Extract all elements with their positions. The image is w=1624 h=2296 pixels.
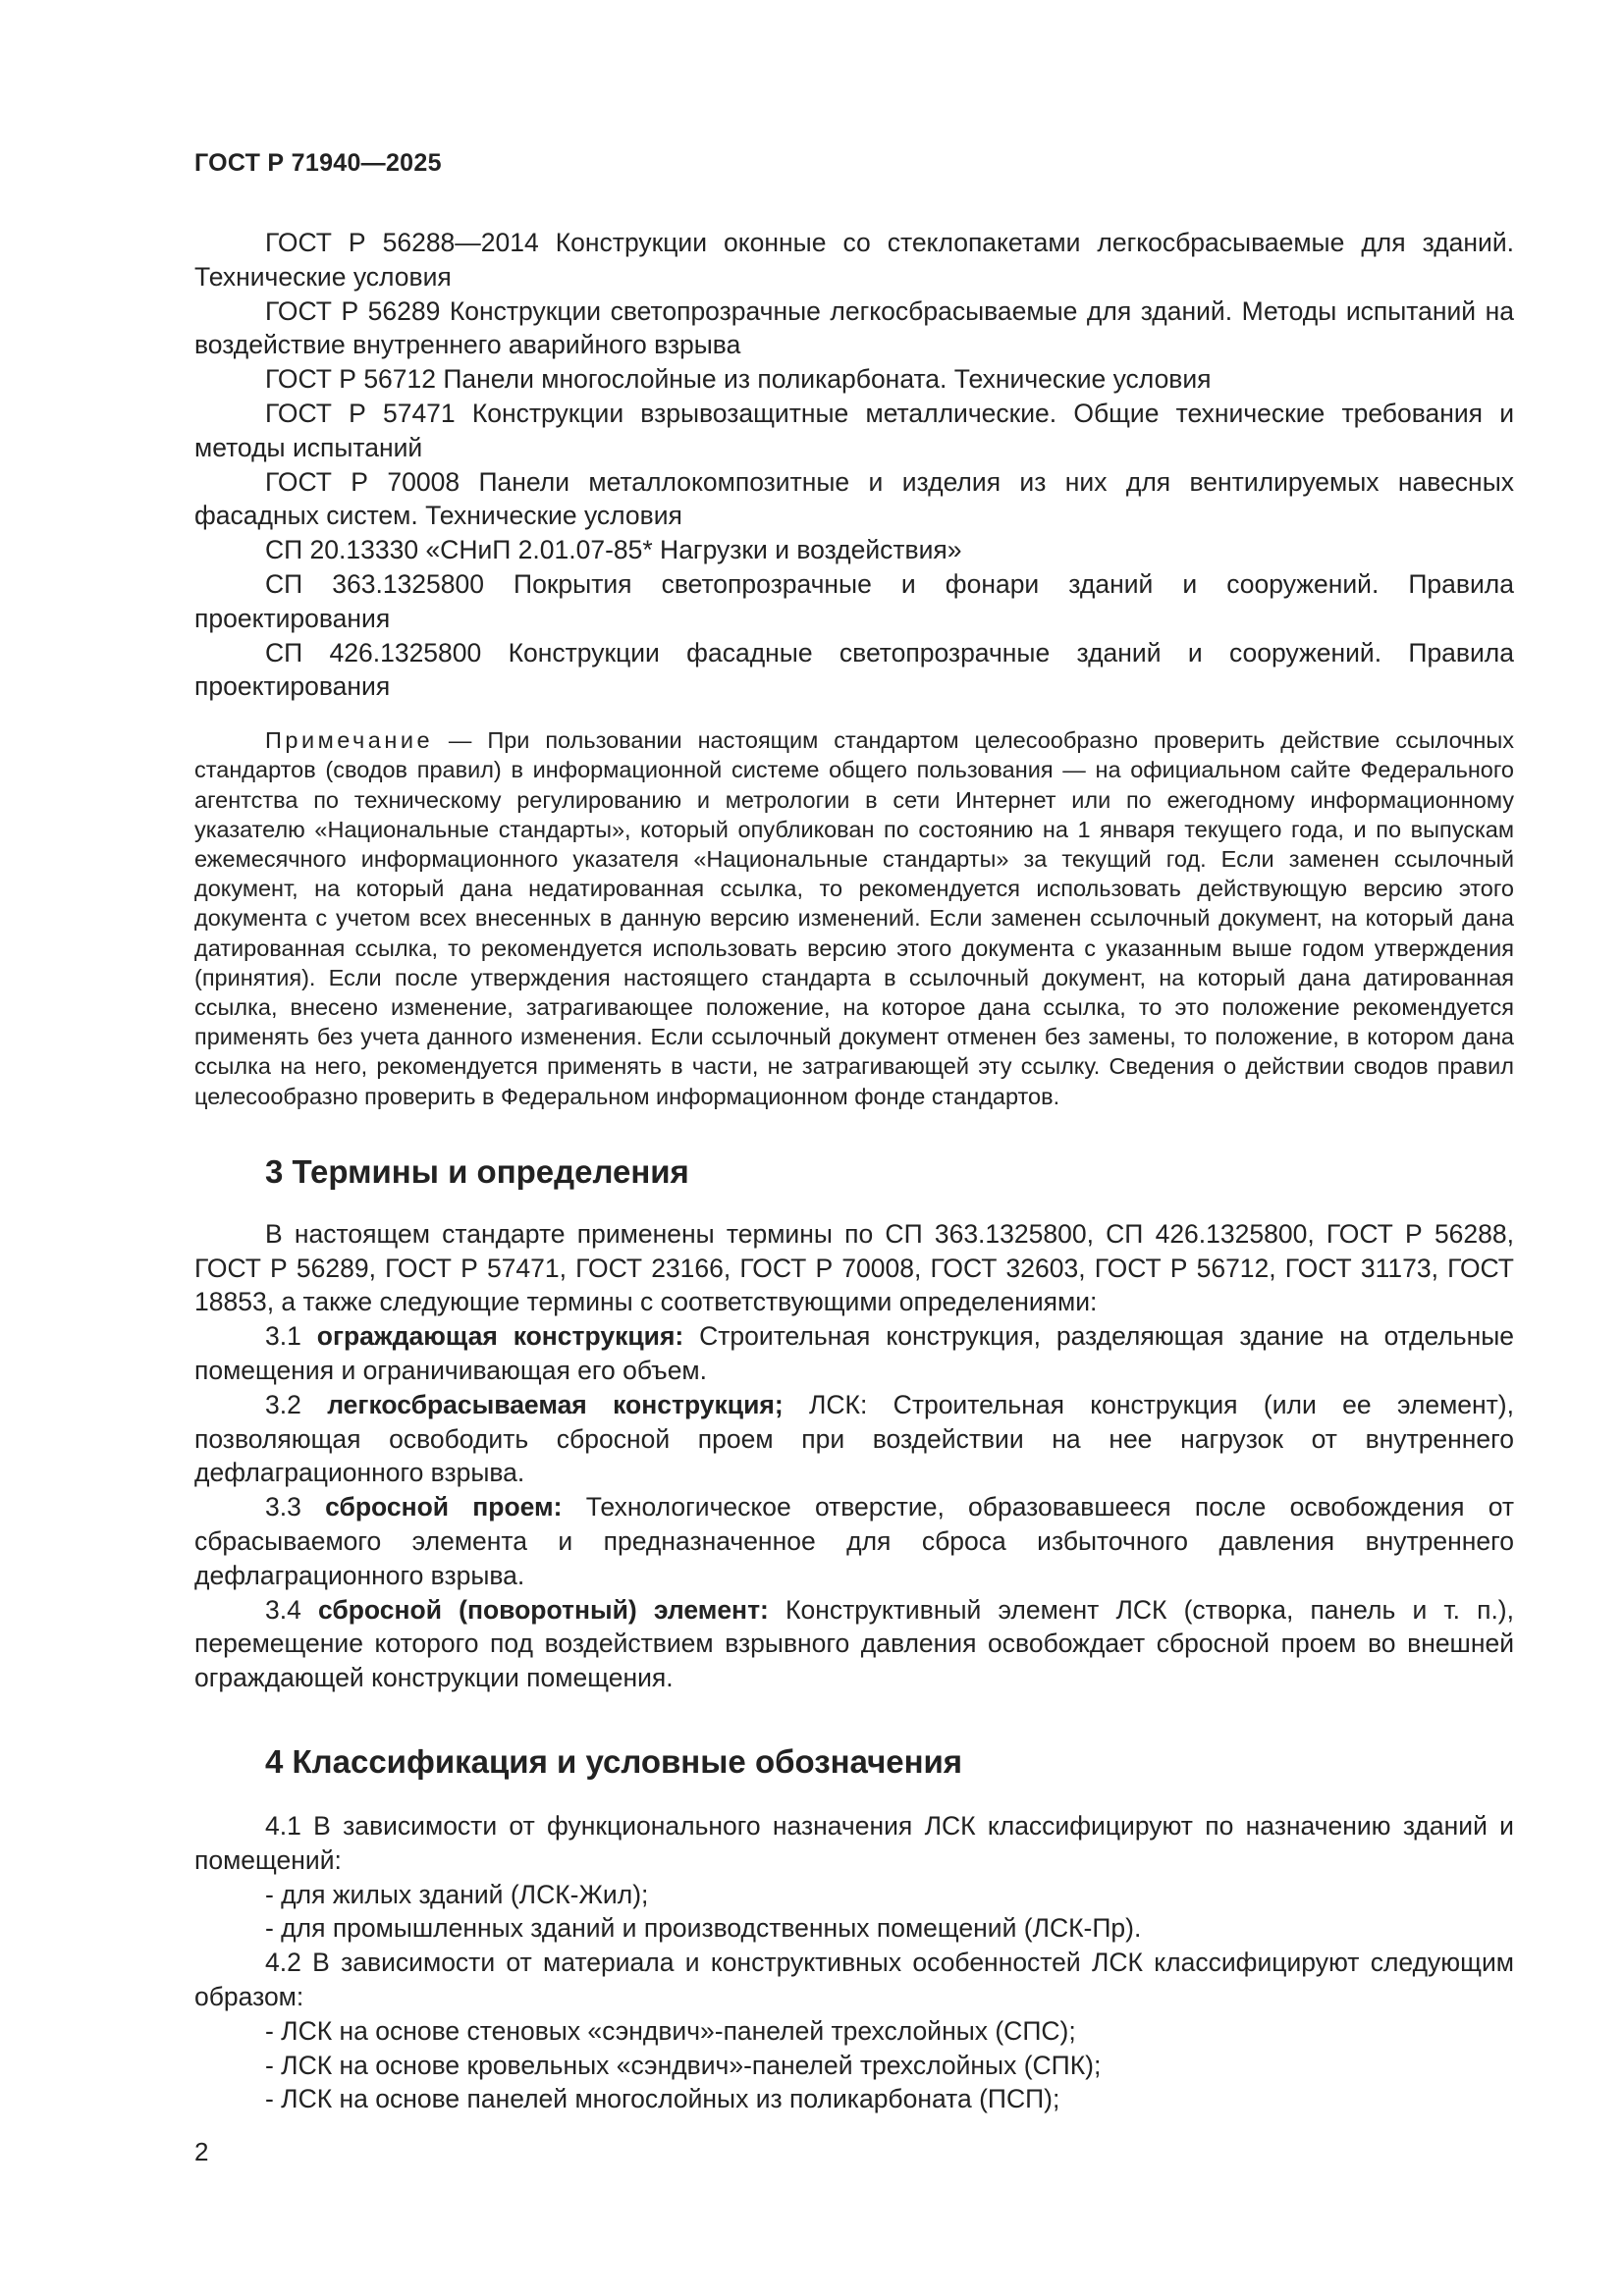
- term-number: 3.1: [265, 1321, 317, 1352]
- section-heading-terms: 3 Термины и определения: [265, 1152, 689, 1190]
- reference-item: СП 20.13330 «СНиП 2.01.07-85* Нагрузки и воздействия»: [265, 535, 962, 565]
- term-text: ЛСК: Строительная конструкция (или ее элемент), позволяющая освободить сбросной проем при воздействии на нее нагрузок от внутреннего дефлаграционного взрыва.: [194, 1389, 1514, 1488]
- term-definition: [194, 1593, 1514, 1695]
- section-heading-classification: 4 Классификация и условные обозначения: [265, 1742, 963, 1780]
- reference-item: СП 426.1325800 Конструкции фасадные светопрозрачные зданий и сооружений. Правила проектирования: [194, 637, 1514, 702]
- reference-item: ГОСТ Р 56288—2014 Конструкции оконные со стеклопакетами легкосбрасываемые для зданий. Технические условия: [194, 228, 1514, 292]
- page-body: [194, 226, 1514, 2116]
- term-number: 3.4: [265, 1594, 318, 1625]
- note-label: Примечание: [265, 727, 434, 754]
- document-code: ГОСТ Р 71940—2025: [194, 149, 442, 177]
- term-number: 3.3: [265, 1492, 326, 1522]
- list-item: - для промышленных зданий и производственных помещений (ЛСК-Пр).: [265, 1913, 1142, 1944]
- reference-item: ГОСТ Р 57471 Конструкции взрывозащитные металлические. Общие технические требования и методы испытаний: [194, 398, 1514, 462]
- reference-item: ГОСТ Р 56712 Панели многослойные из поликарбоната. Технические условия: [265, 364, 1212, 395]
- reference-item: ГОСТ Р 70008 Панели металлокомпозитные и изделия из них для вентилируемых навесных фасадных систем. Технические условия: [194, 466, 1514, 531]
- term-text: Строительная конструкция, разделяющая здание на отдельные помещения и ограничивающая его объем.: [194, 1321, 1515, 1385]
- clause-4-1: 4.1 В зависимости от функционального назначения ЛСК классифицируют по назначению зданий и помещений:: [194, 1810, 1514, 1875]
- term-name: легкосбрасываемая конструкция;: [327, 1389, 784, 1419]
- term-definition: [194, 1388, 1514, 1490]
- list-item: - ЛСК на основе кровельных «сэндвич»-панелей трехслойных (СПК);: [265, 2050, 1102, 2080]
- term-name: сбросной (поворотный) элемент:: [317, 1594, 769, 1625]
- reference-item: СП 363.1325800 Покрытия светопрозрачные и фонари зданий и сооружений. Правила проектирования: [194, 568, 1514, 633]
- term-definition: [194, 1490, 1514, 1592]
- term-number: 3.2: [265, 1389, 328, 1419]
- term-text: Конструктивный элемент ЛСК (створка, панель и т. п.), перемещение которого под воздействием взрывного давления освобождает сбросной проем во внешней ограждающей конструкции помещения.: [194, 1594, 1514, 1693]
- list-item: - для жилых зданий (ЛСК-Жил);: [265, 1879, 649, 1909]
- list-item: - ЛСК на основе стеновых «сэндвич»-панелей трехслойных (СПС);: [265, 2015, 1076, 2046]
- note-paragraph: [194, 725, 1514, 1111]
- page-number: 2: [194, 2137, 209, 2166]
- list-item: - ЛСК на основе панелей многослойных из поликарбоната (ПСП);: [265, 2084, 1060, 2114]
- reference-item: ГОСТ Р 56289 Конструкции светопрозрачные легкосбрасываемые для зданий. Методы испытаний на воздействие внутреннего аварийного взрыва: [194, 295, 1514, 360]
- term-definition: [194, 1319, 1514, 1388]
- section3-intro: В настоящем стандарте применены термины по СП 363.1325800, СП 426.1325800, ГОСТ Р 56288, ГОСТ Р 56289, ГОСТ Р 57471, ГОСТ 23166, ГОСТ Р 70008, ГОСТ 32603, ГОСТ Р 56712, ГОСТ 31173, ГОСТ 18853, а также следующие термины с соответствующими определениями:: [194, 1218, 1514, 1317]
- term-name: сбросной проем:: [325, 1492, 563, 1522]
- note-text: — При пользовании настоящим стандартом целесообразно проверить действие ссылочных стандартов (сводов правил) в информационной системе общего пользования — на официальном сайте Федерального агентства по техническому регулированию и метрологии в сети Интернет или по ежегодному информационному указателю «Национальные стандарты», который опубликован по состоянию на 1 января текущего года, и по выпускам ежемесячного информационного указателя «Национальные стандарты» за текущий год. Если заменен ссылочный документ, на который дана недатированная ссылка, то рекомендуется использовать действующую версию этого документа с учетом всех внесенных в данную версию изменений. Если заменен ссылочный документ, на который дана датированная ссылка, то рекомендуется использовать версию этого документа с указанным выше годом утверждения (принятия). Если после утверждения настоящего стандарта в ссылочный документ, на который дана датированная ссылка, внесено изменение, затрагивающее положение, на которое дана ссылка, то это положение рекомендуется применять без учета данного изменения. Если ссылочный документ отменен без замены, то положение, в котором дана ссылка на него, рекомендуется применять в части, не затрагивающей эту ссылку. Сведения о действии сводов правил целесообразно проверить в Федеральном информационном фонде стандартов.: [194, 727, 1514, 1109]
- term-name: ограждающая конструкция:: [316, 1321, 684, 1352]
- term-text: Технологическое отверстие, образовавшееся после освобождения от сбрасываемого элемента и предназначенное для сброса избыточного давления внутреннего дефлаграционного взрыва.: [194, 1492, 1514, 1590]
- clause-4-2: 4.2 В зависимости от материала и конструктивных особенностей ЛСК классифицируют следующим образом:: [194, 1948, 1514, 2011]
